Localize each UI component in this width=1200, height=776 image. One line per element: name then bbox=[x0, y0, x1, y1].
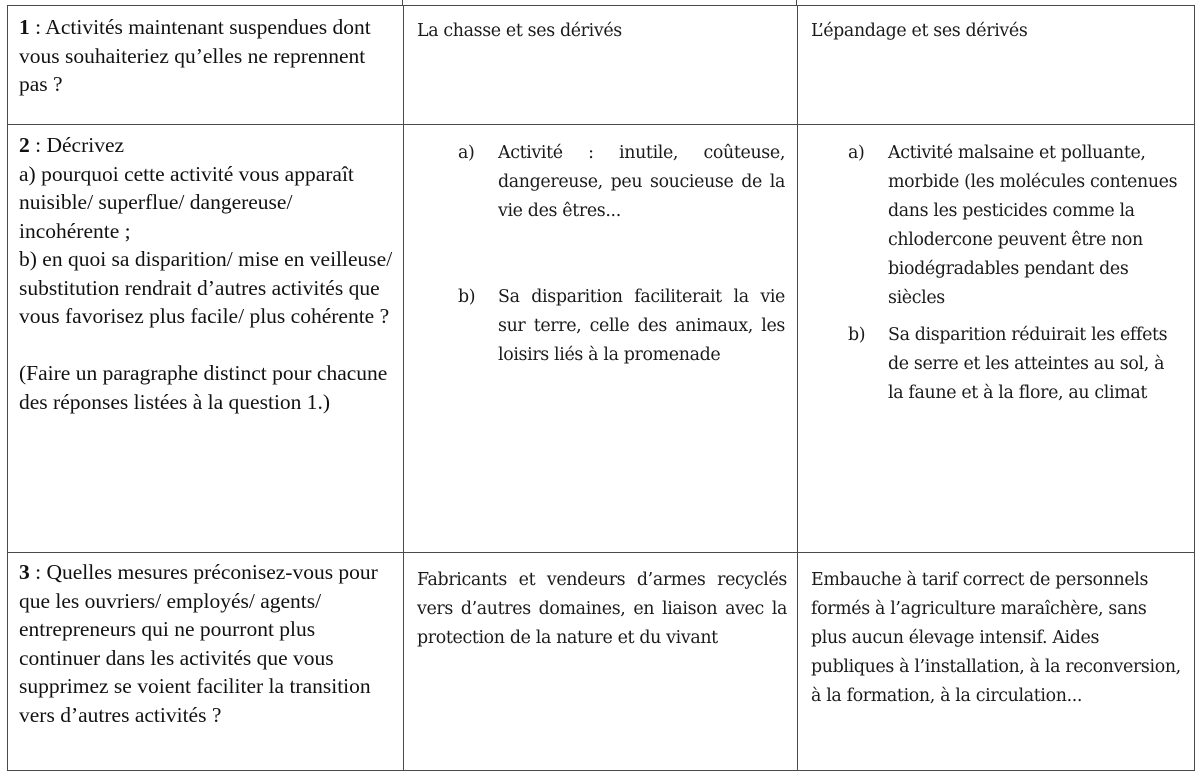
answer-cell bbox=[798, 6, 1195, 125]
question-paragraph bbox=[19, 131, 393, 160]
answer-hunting: La chasse et ses dérivés bbox=[417, 21, 622, 41]
question-note: (Faire un paragraphe distinct pour chacune des réponses listées à la question 1.) bbox=[19, 361, 388, 414]
question-part-b: b) en quoi sa disparition/ mise en veilleuse/ substitution rendrait d’autres activités que vous favorisez plus facile/ plus cohérente ? bbox=[19, 247, 393, 328]
list-item-text: Sa disparition faciliterait la vie sur terre, celle des animaux, les loisirs liés à la promenade bbox=[498, 287, 785, 365]
answer-cell bbox=[404, 553, 798, 771]
question-cell bbox=[8, 125, 404, 553]
answer-cell bbox=[404, 125, 798, 553]
question-text: Activités maintenant suspendues dont vous souhaiteriez qu’elles ne reprennent pas ? bbox=[19, 15, 371, 96]
question-number: 3 bbox=[19, 560, 30, 584]
list-marker: b) bbox=[458, 287, 476, 307]
question-text: Quelles mesures préconisez-vous pour que les ouvriers/ employés/ agents/ entrepreneurs qui ne pourront plus continuer dans les activités que vous supprimez se voient faciliter la transition vers d’autres activités ? bbox=[19, 560, 378, 727]
question-cell bbox=[8, 553, 404, 771]
question-paragraph bbox=[19, 13, 393, 99]
answer-list-hunting bbox=[404, 125, 797, 370]
answer-cell bbox=[404, 6, 798, 125]
question-title: Décrivez bbox=[46, 133, 125, 157]
question-3 bbox=[8, 553, 403, 729]
question-part-a: a) pourquoi cette activité vous apparaît nuisible/ superflue/ dangereuse/ incohérente ; bbox=[19, 161, 354, 243]
table-row bbox=[8, 6, 1195, 125]
list-marker: a) bbox=[458, 143, 475, 163]
table-row bbox=[8, 553, 1195, 771]
question-1 bbox=[8, 6, 403, 99]
question-number: 1 bbox=[19, 15, 30, 39]
questionnaire-table bbox=[7, 5, 1195, 771]
question-number: 2 bbox=[19, 133, 30, 157]
answer-list-spreading bbox=[798, 125, 1194, 408]
list-item bbox=[458, 283, 785, 370]
question-2 bbox=[8, 125, 403, 416]
question-separator: : bbox=[29, 560, 47, 584]
table-row bbox=[8, 125, 1195, 553]
answer-hunting-measures: Fabricants et vendeurs d’armes recyclés vers d’autres domaines, en liaison avec la protection de la nature et du vivant bbox=[417, 570, 787, 648]
list-marker: b) bbox=[848, 325, 866, 345]
answer-cell bbox=[798, 553, 1195, 771]
list-item-text: Sa disparition réduirait les effets de serre et les atteintes au sol, à la faune et à la flore, au climat bbox=[888, 325, 1168, 403]
list-item bbox=[848, 321, 1184, 408]
list-item bbox=[458, 139, 785, 226]
question-separator: : bbox=[29, 15, 46, 39]
answer-spreading-measures: Embauche à tarif correct de personnels formés à l’agriculture maraîchère, sans plus aucun élevage intensif. Aides publiques à l’installation, à la reconversion, à la formation, à la circulation... bbox=[811, 570, 1181, 706]
list-item-text: Activité : inutile, coûteuse, dangereuse, peu soucieuse de la vie des êtres... bbox=[498, 143, 785, 221]
answer-cell bbox=[798, 125, 1195, 553]
paragraph-gap bbox=[19, 331, 393, 360]
list-marker: a) bbox=[848, 143, 865, 163]
question-cell bbox=[8, 6, 404, 125]
question-separator: : bbox=[29, 133, 47, 157]
answer-spreading: L’épandage et ses dérivés bbox=[811, 21, 1028, 41]
question-paragraph bbox=[19, 558, 393, 729]
list-item-text: Activité malsaine et polluante, morbide (les molécules contenues dans les pesticides comme la chlodercone peuvent être non biodégradables pendant des siècles bbox=[888, 143, 1178, 308]
list-item bbox=[848, 139, 1184, 313]
